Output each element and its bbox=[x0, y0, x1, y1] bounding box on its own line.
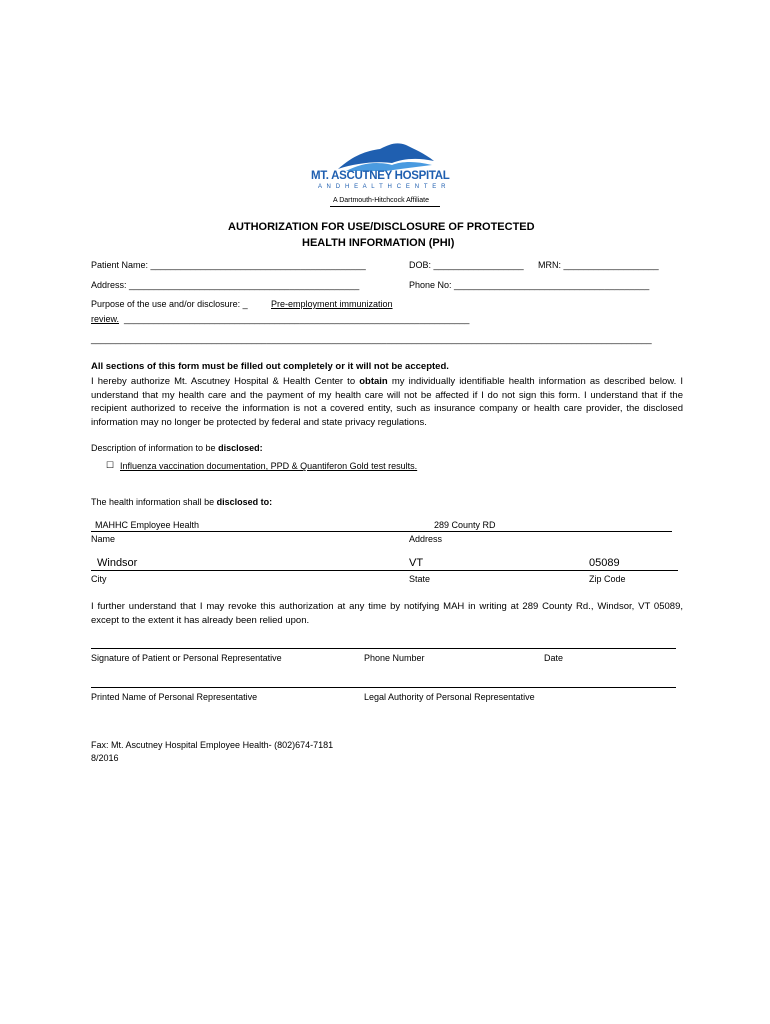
phone-field[interactable]: Phone No: _______________________________________ bbox=[409, 280, 650, 290]
recipient-intro bbox=[91, 497, 272, 507]
hospital-subtitle: A N D H E A L T H C E N T E R bbox=[318, 184, 448, 190]
form-title-line2: HEALTH INFORMATION (PHI) bbox=[302, 237, 455, 249]
purpose-label: Purpose of the use and/or disclosure: _ bbox=[91, 299, 248, 309]
date-label: Date bbox=[544, 653, 564, 663]
mountain-logo-icon bbox=[336, 139, 436, 173]
purpose-line2[interactable]: ________________________________________________________________________________________________________________ bbox=[91, 334, 652, 344]
purpose-blank[interactable]: _____________________________________________________________________ bbox=[124, 314, 470, 324]
recipient-state-value[interactable]: VT bbox=[409, 557, 424, 569]
checkbox-icon[interactable]: ☐ bbox=[106, 460, 115, 470]
recipient-zip-value[interactable]: 05089 bbox=[589, 557, 620, 569]
phone-number-label: Phone Number bbox=[364, 653, 425, 663]
authorization-paragraph bbox=[91, 375, 683, 429]
disclosed-item: Influenza vaccination documentation, PPD & Quantiferon Gold test results. bbox=[120, 461, 418, 471]
recipient-intro-bold: disclosed to: bbox=[216, 497, 273, 507]
authorization-text-1: I hereby authorize Mt. Ascutney Hospital & Health Center to bbox=[91, 376, 360, 387]
purpose-value-continued[interactable]: review. bbox=[91, 314, 120, 324]
authorization-text-2: my individually identifiable health information as described below. I understand that my health care and the payment of my health care will not be affected if I do not sign this form. I understand that if the recipient authorized to receive the information is not a covered entity, such as insurance company or health care provider, the disclosed information may no longer be protected by federal and state privacy regulations. bbox=[91, 376, 683, 428]
patient-name-field[interactable]: Patient Name: ___________________________________________ bbox=[91, 260, 366, 270]
signature-label: Signature of Patient or Personal Representative bbox=[91, 653, 282, 663]
printed-name-label: Printed Name of Personal Representative bbox=[91, 692, 258, 702]
printed-name-line[interactable] bbox=[91, 687, 676, 688]
form-revision-date: 8/2016 bbox=[91, 753, 119, 763]
hospital-name: MT. ASCUTNEY HOSPITAL bbox=[311, 170, 450, 182]
recipient-intro-text: The health information shall be bbox=[91, 497, 217, 507]
form-title-line1: AUTHORIZATION FOR USE/DISCLOSURE OF PROTECTED bbox=[228, 221, 535, 233]
required-notice: All sections of this form must be filled out completely or it will not be accepted. bbox=[91, 361, 449, 372]
recipient-state-label: State bbox=[409, 574, 431, 584]
description-label bbox=[91, 443, 263, 453]
recipient-city-label: City bbox=[91, 574, 107, 584]
legal-authority-label: Legal Authority of Personal Representative bbox=[364, 692, 535, 702]
revoke-paragraph: I further understand that I may revoke this authorization at any time by notifying MAH in writing at 289 County Rd., Windsor, VT 05089, except to the extent it has already been relied upon. bbox=[91, 601, 683, 626]
address-field[interactable]: Address: ______________________________________________ bbox=[91, 280, 360, 290]
recipient-zip-label: Zip Code bbox=[589, 574, 626, 584]
recipient-address-label: Address bbox=[409, 534, 443, 544]
affiliate-text: A Dartmouth-Hitchcock Affiliate bbox=[333, 197, 429, 204]
recipient-city-line bbox=[91, 570, 678, 571]
mrn-field[interactable]: MRN: ___________________ bbox=[538, 260, 659, 270]
affiliate-underline bbox=[330, 206, 440, 207]
purpose-value[interactable]: Pre-employment immunization bbox=[271, 299, 393, 309]
recipient-address-value[interactable]: 289 County RD bbox=[434, 520, 496, 530]
dob-field[interactable]: DOB: __________________ bbox=[409, 260, 524, 270]
obtain-word: obtain bbox=[359, 376, 388, 387]
fax-info: Fax: Mt. Ascutney Hospital Employee Health- (802)674-7181 bbox=[91, 740, 334, 750]
description-label-bold: disclosed: bbox=[218, 443, 263, 453]
recipient-name-value[interactable]: MAHHC Employee Health bbox=[95, 520, 200, 530]
description-label-text: Description of information to be bbox=[91, 443, 219, 453]
signature-line[interactable] bbox=[91, 648, 676, 649]
recipient-city-value[interactable]: Windsor bbox=[97, 557, 138, 569]
recipient-name-address-line bbox=[91, 531, 672, 532]
recipient-name-label: Name bbox=[91, 534, 116, 544]
